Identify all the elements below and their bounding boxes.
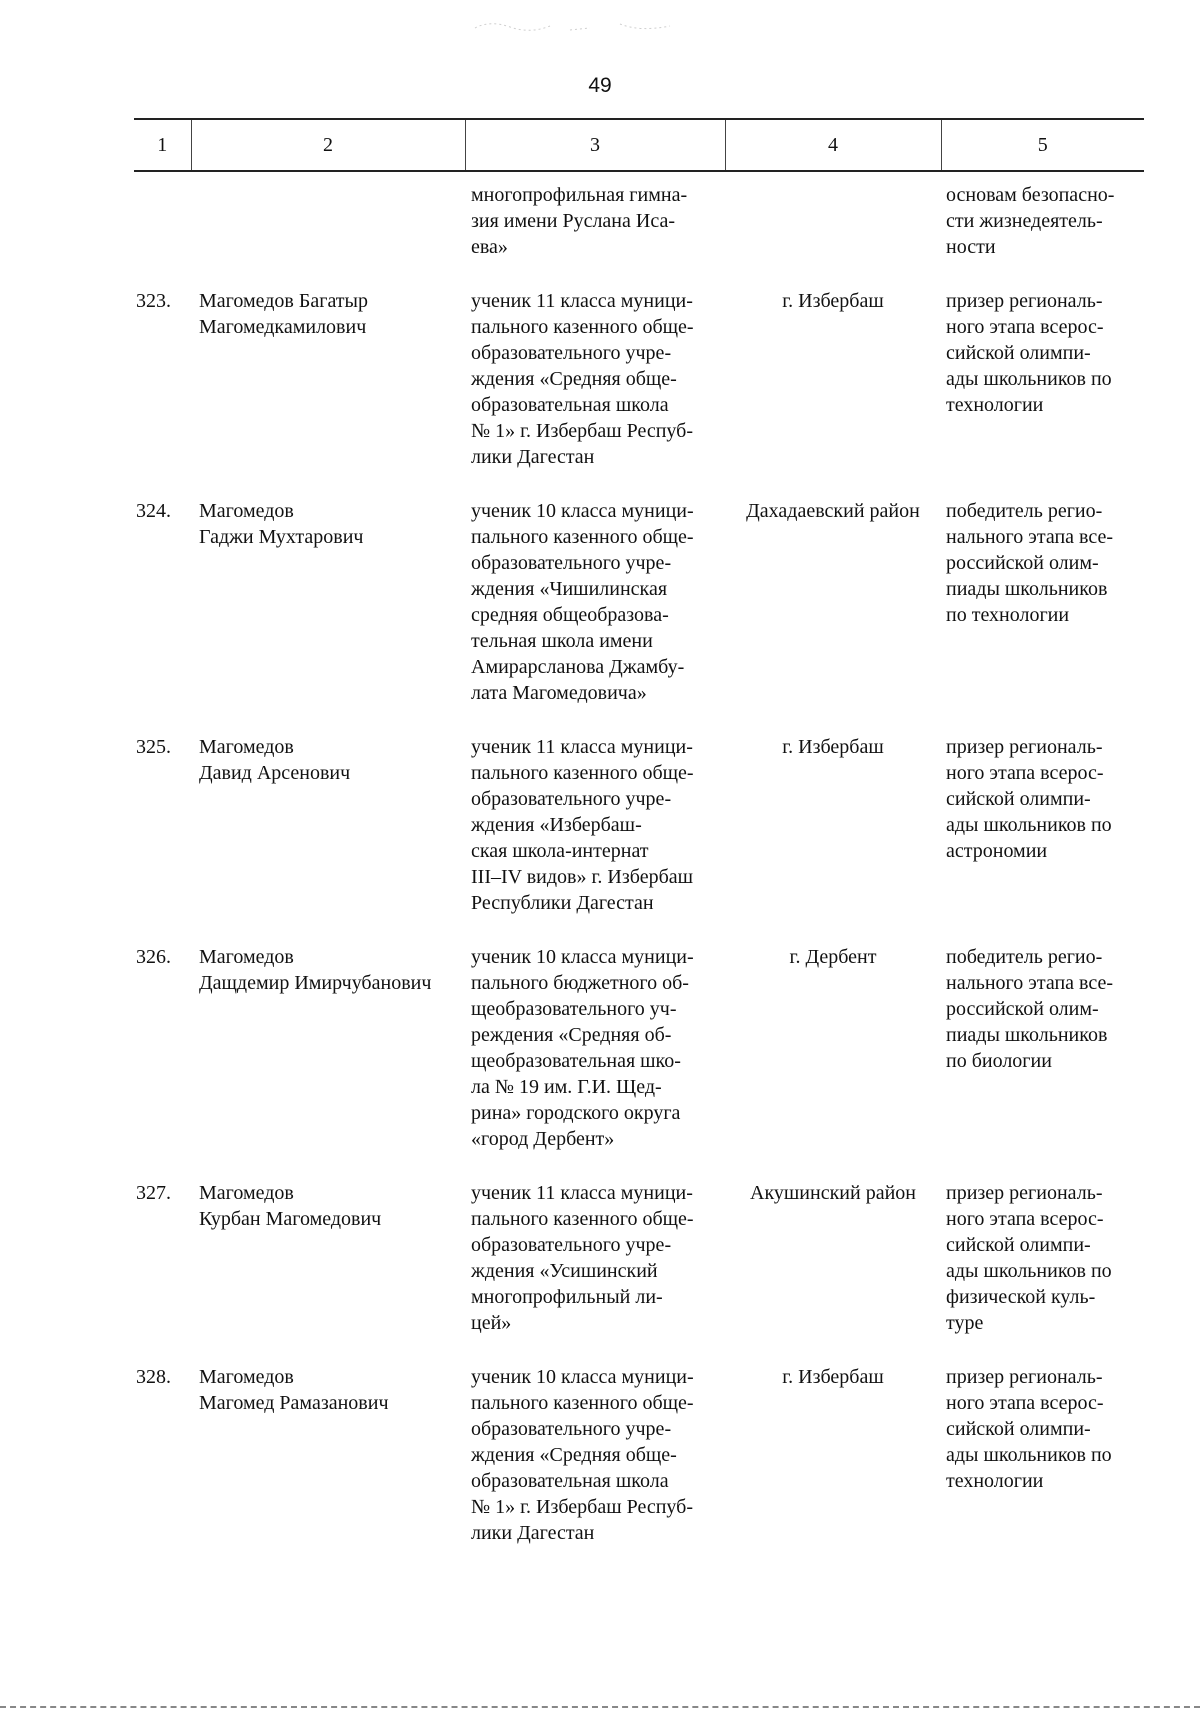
text-line: зия имени Руслана Иса- [471,210,675,232]
text-line: ева» [471,236,508,258]
text-line: ности [946,236,996,258]
institution-description [465,734,725,944]
row-number: 323. [136,290,171,312]
text-line: пального казенного обще- [471,1208,694,1230]
text-line: по технологии [946,604,1070,626]
text-line: сийской олимпи- [946,342,1091,364]
row-number: 324. [136,500,171,522]
text-line: ученик 10 класса муници- [471,500,694,522]
column-header-4: 4 [725,119,941,171]
column-header-5: 5 [941,119,1144,171]
text-line: туре [946,1312,984,1334]
text-line: ады школьников по [946,1444,1112,1466]
text-line: образовательного учре- [471,342,672,364]
text-line: пального казенного обще- [471,1392,694,1414]
text-line: «город Дербент» [471,1128,615,1150]
text-line: Давид Арсенович [199,762,351,784]
award-description [941,288,1144,498]
text-line: пального казенного обще- [471,526,694,548]
text-line: ская школа-интернат [471,840,649,862]
text-line: технологии [946,394,1044,416]
text-line: призер региональ- [946,736,1103,758]
institution-description [465,288,725,498]
location: Акушинский район [750,1182,916,1204]
text-line: ученик 10 класса муници- [471,1366,694,1388]
text-line: пального казенного обще- [471,762,694,784]
text-line: Магомедов [199,500,294,522]
text-line: победитель регио- [946,946,1103,968]
text-line: призер региональ- [946,290,1103,312]
table-row [134,498,1144,734]
award-description [941,498,1144,734]
text-line: ждения «Избербаш- [471,814,642,836]
text-line: ждения «Усишинский [471,1260,658,1282]
text-line: щеобразовательного уч- [471,998,677,1020]
text-line: физической куль- [946,1286,1096,1308]
text-line: сти жизнедеятель- [946,210,1103,232]
text-line: цей» [471,1312,512,1334]
text-line: Магомедов [199,736,294,758]
text-line: лата Магомедовича» [471,682,647,704]
table-row [134,734,1144,944]
institution-description [465,944,725,1180]
continuation-institution [465,171,725,288]
row-number: 327. [136,1182,171,1204]
text-line: призер региональ- [946,1366,1103,1388]
text-line: Магомедов [199,1366,294,1388]
table-row [134,1364,1144,1574]
text-line: образовательная школа [471,1470,669,1492]
scan-noise-mark [470,18,700,36]
continuation-row [134,171,1144,288]
text-line: ждения «Чишилинская [471,578,668,600]
text-line: ждения «Средняя обще- [471,1444,677,1466]
text-line: сийской олимпи- [946,788,1091,810]
text-line: рина» городского округа [471,1102,681,1124]
text-line: тельная школа имени [471,630,653,652]
text-line: № 1» г. Избербаш Респуб- [471,420,694,442]
text-line: щеобразовательная шко- [471,1050,681,1072]
location: г. Избербаш [782,290,884,312]
text-line: многопрофильная гимна- [471,184,688,206]
location: г. Избербаш [782,1366,884,1388]
table-row [134,944,1144,1180]
text-line: ного этапа всерос- [946,316,1104,338]
text-line: образовательного учре- [471,788,672,810]
row-number: 328. [136,1366,171,1388]
text-line: пиады школьников [946,578,1108,600]
text-line: нального этапа все- [946,526,1114,548]
bottom-scan-edge [0,1706,1200,1708]
text-line: ады школьников по [946,1260,1112,1282]
person-name [191,288,465,498]
text-line: ла № 19 им. Г.И. Щед- [471,1076,662,1098]
recipients-table [134,118,1144,1574]
text-line: реждения «Средняя об- [471,1024,672,1046]
text-line: победитель регио- [946,500,1103,522]
text-line: ученик 11 класса муници- [471,1182,693,1204]
text-line: сийской олимпи- [946,1418,1091,1440]
text-line: ученик 10 класса муници- [471,946,694,968]
text-line: ного этапа всерос- [946,1208,1104,1230]
text-line: образовательного учре- [471,552,672,574]
text-line: пиады школьников [946,1024,1108,1046]
table-row [134,1180,1144,1364]
text-line: астрономии [946,840,1048,862]
text-line: российской олим- [946,552,1099,574]
text-line: Магомедов [199,946,294,968]
person-name [191,734,465,944]
text-line: лики Дагестан [471,446,595,468]
table-header-row [134,119,1144,171]
person-name [191,498,465,734]
text-line: призер региональ- [946,1182,1103,1204]
page-number: 49 [588,74,612,97]
award-description [941,1180,1144,1364]
column-header-3: 3 [465,119,725,171]
text-line: Республики Дагестан [471,892,654,914]
text-line: Магомедов [199,1182,294,1204]
text-line: ады школьников по [946,814,1112,836]
text-line: III–IV видов» г. Избербаш [471,866,694,888]
award-description [941,734,1144,944]
text-line: образовательного учре- [471,1234,672,1256]
person-name [191,1364,465,1574]
text-line: Курбан Магомедович [199,1208,382,1230]
text-line: пального казенного обще- [471,316,694,338]
text-line: сийской олимпи- [946,1234,1091,1256]
table-row [134,288,1144,498]
person-name [191,944,465,1180]
text-line: Амирарсланова Джамбу- [471,656,685,678]
text-line: пального бюджетного об- [471,972,689,994]
text-line: ученик 11 класса муници- [471,736,693,758]
text-line: ждения «Средняя обще- [471,368,677,390]
text-line: ного этапа всерос- [946,1392,1104,1414]
table-body [134,171,1144,1574]
person-name [191,1180,465,1364]
location: Дахадаевский район [746,500,920,522]
text-line: лики Дагестан [471,1522,595,1544]
text-line: № 1» г. Избербаш Респуб- [471,1496,694,1518]
text-line: нального этапа все- [946,972,1114,994]
text-line: Магомед Рамазанович [199,1392,389,1414]
text-line: образовательная школа [471,394,669,416]
continuation-award [941,171,1144,288]
institution-description [465,1180,725,1364]
text-line: по биологии [946,1050,1052,1072]
text-line: средняя общеобразова- [471,604,669,626]
text-line: технологии [946,1470,1044,1492]
text-line: образовательного учре- [471,1418,672,1440]
text-line: многопрофильный ли- [471,1286,663,1308]
column-header-1: 1 [134,119,191,171]
text-line: российской олим- [946,998,1099,1020]
award-description [941,944,1144,1180]
text-line: Гаджи Мухтарович [199,526,364,548]
row-number: 326. [136,946,171,968]
row-number: 325. [136,736,171,758]
location: г. Дербент [789,946,877,968]
text-line: ного этапа всерос- [946,762,1104,784]
text-line: основам безопасно- [946,184,1115,206]
institution-description [465,498,725,734]
text-line: ученик 11 класса муници- [471,290,693,312]
text-line: Магомедкамилович [199,316,367,338]
institution-description [465,1364,725,1574]
column-header-2: 2 [191,119,465,171]
location: г. Избербаш [782,736,884,758]
award-description [941,1364,1144,1574]
text-line: Дащдемир Имирчубанович [199,972,432,994]
text-line: Магомедов Багатыр [199,290,368,312]
text-line: ады школьников по [946,368,1112,390]
